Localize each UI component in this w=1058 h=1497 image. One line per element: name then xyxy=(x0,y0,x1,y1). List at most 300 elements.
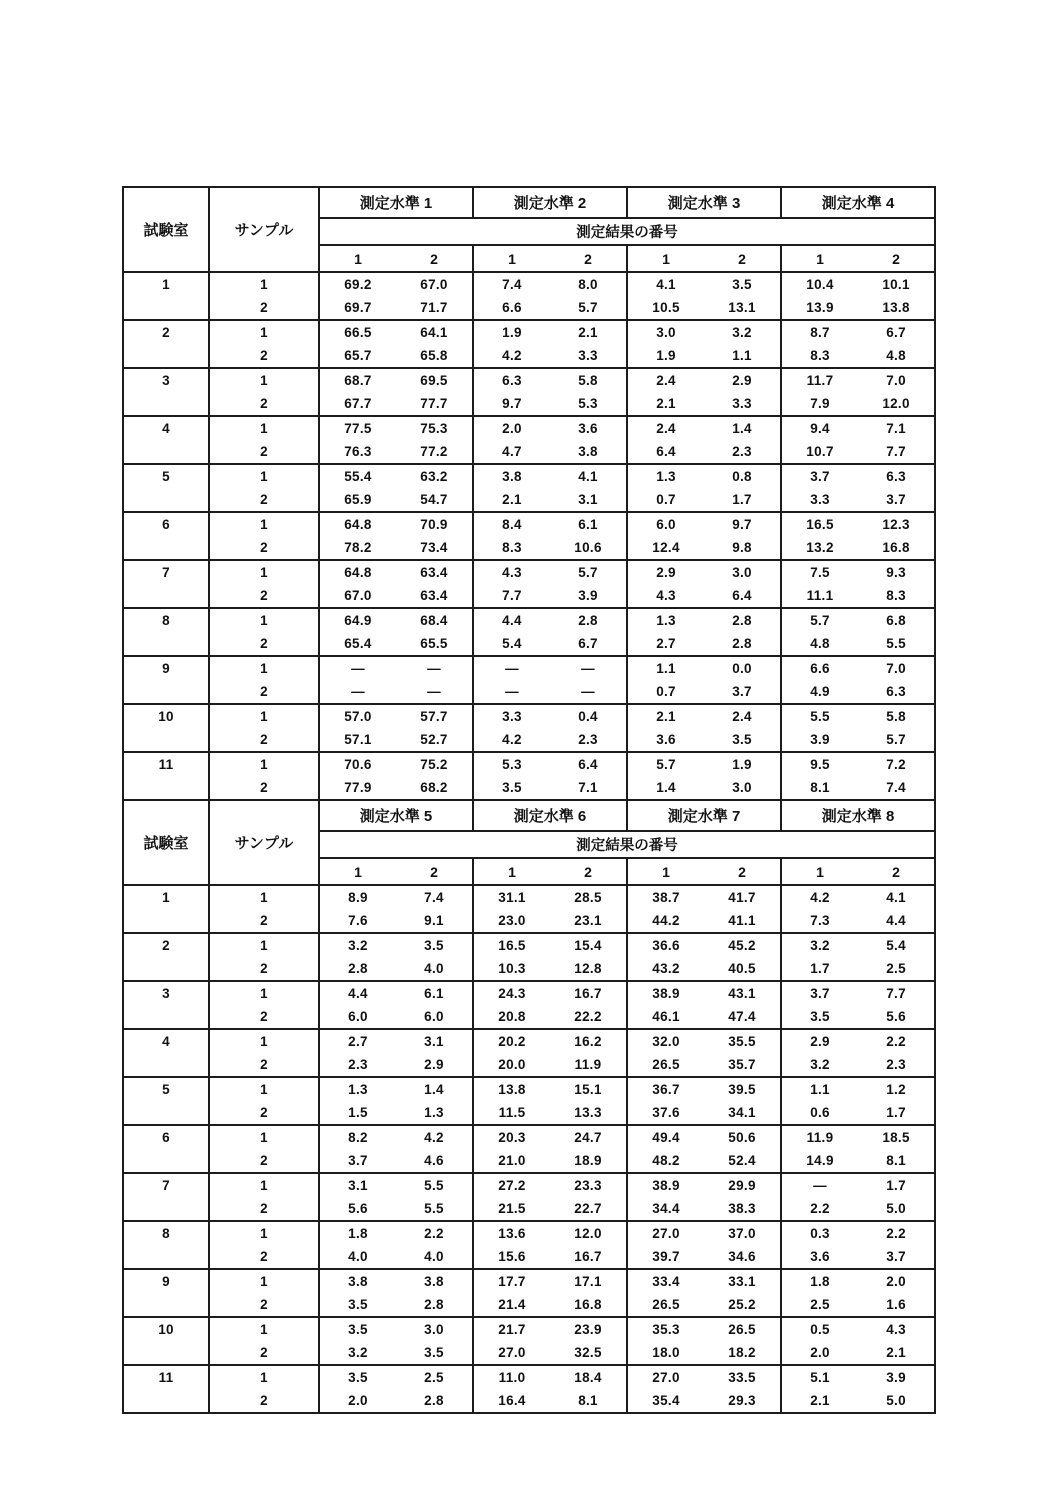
value-cell: 2.3 xyxy=(858,1053,935,1077)
value-cell: 3.1 xyxy=(319,1173,396,1197)
value-cell: — xyxy=(550,680,627,704)
value-cell: 2.9 xyxy=(396,1053,473,1077)
sample-cell: 2 xyxy=(209,632,319,656)
value-cell: 16.5 xyxy=(473,933,550,957)
value-cell: 1.1 xyxy=(704,344,781,368)
value-cell: — xyxy=(781,1173,858,1197)
level-header: 測定水準 7 xyxy=(627,800,781,831)
value-cell: 64.8 xyxy=(319,512,396,536)
value-cell: 23.1 xyxy=(550,909,627,933)
value-cell: 21.5 xyxy=(473,1197,550,1221)
value-cell: 33.1 xyxy=(704,1269,781,1293)
value-cell: 21.0 xyxy=(473,1149,550,1173)
value-cell: 23.9 xyxy=(550,1317,627,1341)
measurement-results-document xyxy=(122,186,934,1414)
table-row xyxy=(123,1125,935,1149)
value-cell: 26.5 xyxy=(704,1317,781,1341)
value-cell: 1.9 xyxy=(704,752,781,776)
value-cell: 8.3 xyxy=(858,584,935,608)
value-cell: 3.7 xyxy=(319,1149,396,1173)
table-row xyxy=(123,536,935,560)
value-cell: 8.0 xyxy=(550,272,627,296)
value-cell: 5.7 xyxy=(627,752,704,776)
value-cell: 10.4 xyxy=(781,272,858,296)
value-cell: 3.9 xyxy=(858,1365,935,1389)
value-cell: 46.1 xyxy=(627,1005,704,1029)
value-cell: 8.3 xyxy=(781,344,858,368)
sub-column-header: 2 xyxy=(550,245,627,272)
value-cell: 7.0 xyxy=(858,368,935,392)
value-cell: 27.0 xyxy=(627,1365,704,1389)
lab-cell: 10 xyxy=(123,704,209,752)
value-cell: 4.0 xyxy=(396,1245,473,1269)
value-cell: 3.8 xyxy=(319,1269,396,1293)
value-cell: 2.0 xyxy=(319,1389,396,1413)
sample-cell: 1 xyxy=(209,1317,319,1341)
value-cell: 41.7 xyxy=(704,885,781,909)
value-cell: 24.3 xyxy=(473,981,550,1005)
value-cell: 7.2 xyxy=(858,752,935,776)
sample-cell: 1 xyxy=(209,512,319,536)
sample-cell: 1 xyxy=(209,1221,319,1245)
value-cell: 0.8 xyxy=(704,464,781,488)
value-cell: 2.1 xyxy=(473,488,550,512)
value-cell: 2.9 xyxy=(781,1029,858,1053)
value-cell: 13.8 xyxy=(858,296,935,320)
value-cell: 3.3 xyxy=(781,488,858,512)
value-cell: 4.0 xyxy=(396,957,473,981)
value-cell: 3.6 xyxy=(550,416,627,440)
value-cell: 35.3 xyxy=(627,1317,704,1341)
sample-cell: 2 xyxy=(209,1101,319,1125)
value-cell: 2.5 xyxy=(858,957,935,981)
value-cell: 6.0 xyxy=(627,512,704,536)
value-cell: 5.6 xyxy=(858,1005,935,1029)
level-header: 測定水準 3 xyxy=(627,187,781,218)
value-cell: 7.6 xyxy=(319,909,396,933)
lab-column-header: 試験室 xyxy=(123,187,209,272)
value-cell: 6.4 xyxy=(704,584,781,608)
value-cell: 65.9 xyxy=(319,488,396,512)
lab-cell: 5 xyxy=(123,464,209,512)
table-row xyxy=(123,704,935,728)
value-cell: 48.2 xyxy=(627,1149,704,1173)
value-cell: 66.5 xyxy=(319,320,396,344)
precision-table-levels-5-8 xyxy=(122,799,936,1414)
value-cell: 52.7 xyxy=(396,728,473,752)
table-row xyxy=(123,933,935,957)
value-cell: 5.6 xyxy=(319,1197,396,1221)
value-cell: 16.7 xyxy=(550,1245,627,1269)
value-cell: 10.1 xyxy=(858,272,935,296)
value-cell: 7.7 xyxy=(858,981,935,1005)
value-cell: 68.2 xyxy=(396,776,473,800)
value-cell: 77.2 xyxy=(396,440,473,464)
table-row xyxy=(123,560,935,584)
lab-column-header: 試験室 xyxy=(123,800,209,885)
value-cell: 44.2 xyxy=(627,909,704,933)
value-cell: 5.5 xyxy=(858,632,935,656)
value-cell: 8.3 xyxy=(473,536,550,560)
value-cell: — xyxy=(396,656,473,680)
value-cell: 3.9 xyxy=(550,584,627,608)
value-cell: 6.1 xyxy=(550,512,627,536)
value-cell: 13.2 xyxy=(781,536,858,560)
value-cell: 1.3 xyxy=(319,1077,396,1101)
value-cell: 4.3 xyxy=(858,1317,935,1341)
value-cell: 10.5 xyxy=(627,296,704,320)
value-cell: 3.5 xyxy=(473,776,550,800)
value-cell: 67.7 xyxy=(319,392,396,416)
value-cell: 2.4 xyxy=(627,368,704,392)
precision-table-levels-1-4 xyxy=(122,186,936,801)
value-cell: 1.8 xyxy=(781,1269,858,1293)
value-cell: 0.5 xyxy=(781,1317,858,1341)
lab-cell: 6 xyxy=(123,1125,209,1173)
value-cell: 34.1 xyxy=(704,1101,781,1125)
value-cell: 1.4 xyxy=(704,416,781,440)
value-cell: — xyxy=(319,680,396,704)
value-cell: 67.0 xyxy=(396,272,473,296)
value-cell: 6.7 xyxy=(550,632,627,656)
value-cell: 63.4 xyxy=(396,584,473,608)
value-cell: 38.3 xyxy=(704,1197,781,1221)
value-cell: 2.3 xyxy=(704,440,781,464)
value-cell: 36.7 xyxy=(627,1077,704,1101)
value-cell: 8.4 xyxy=(473,512,550,536)
value-cell: 65.5 xyxy=(396,632,473,656)
value-cell: 6.4 xyxy=(627,440,704,464)
sample-cell: 2 xyxy=(209,584,319,608)
value-cell: 69.2 xyxy=(319,272,396,296)
sample-cell: 1 xyxy=(209,320,319,344)
sample-cell: 1 xyxy=(209,1125,319,1149)
value-cell: 3.5 xyxy=(704,272,781,296)
value-cell: 7.1 xyxy=(858,416,935,440)
value-cell: 10.3 xyxy=(473,957,550,981)
value-cell: 4.4 xyxy=(319,981,396,1005)
value-cell: 16.2 xyxy=(550,1029,627,1053)
value-cell: 12.3 xyxy=(858,512,935,536)
value-cell: 20.8 xyxy=(473,1005,550,1029)
value-cell: 3.2 xyxy=(319,933,396,957)
value-cell: 5.7 xyxy=(550,296,627,320)
value-cell: 35.4 xyxy=(627,1389,704,1413)
value-cell: 3.3 xyxy=(704,392,781,416)
sub-column-header: 1 xyxy=(473,858,550,885)
table-row xyxy=(123,1173,935,1197)
lab-cell: 10 xyxy=(123,1317,209,1365)
value-cell: 27.0 xyxy=(473,1341,550,1365)
value-cell: 11.9 xyxy=(550,1053,627,1077)
table-row xyxy=(123,957,935,981)
value-cell: 38.9 xyxy=(627,1173,704,1197)
value-cell: 15.4 xyxy=(550,933,627,957)
value-cell: 18.5 xyxy=(858,1125,935,1149)
sub-column-header: 1 xyxy=(627,858,704,885)
value-cell: 0.7 xyxy=(627,488,704,512)
value-cell: 12.0 xyxy=(550,1221,627,1245)
value-cell: 70.9 xyxy=(396,512,473,536)
value-cell: 3.7 xyxy=(704,680,781,704)
value-cell: 5.3 xyxy=(473,752,550,776)
value-cell: 49.4 xyxy=(627,1125,704,1149)
value-cell: 2.8 xyxy=(319,957,396,981)
value-cell: 65.7 xyxy=(319,344,396,368)
value-cell: 75.3 xyxy=(396,416,473,440)
table-row xyxy=(123,368,935,392)
value-cell: 6.0 xyxy=(319,1005,396,1029)
sample-cell: 1 xyxy=(209,704,319,728)
value-cell: 68.4 xyxy=(396,608,473,632)
value-cell: 34.6 xyxy=(704,1245,781,1269)
value-cell: 3.3 xyxy=(473,704,550,728)
sub-column-header: 1 xyxy=(319,245,396,272)
value-cell: 27.2 xyxy=(473,1173,550,1197)
value-cell: 3.8 xyxy=(473,464,550,488)
sample-cell: 1 xyxy=(209,1173,319,1197)
value-cell: 64.1 xyxy=(396,320,473,344)
sample-column-header: サンプル xyxy=(209,800,319,885)
sample-cell: 1 xyxy=(209,933,319,957)
value-cell: 23.3 xyxy=(550,1173,627,1197)
value-cell: 39.7 xyxy=(627,1245,704,1269)
value-cell: 26.5 xyxy=(627,1053,704,1077)
lab-cell: 7 xyxy=(123,1173,209,1221)
value-cell: 1.3 xyxy=(396,1101,473,1125)
value-cell: 1.1 xyxy=(781,1077,858,1101)
lab-cell: 7 xyxy=(123,560,209,608)
value-cell: 2.7 xyxy=(319,1029,396,1053)
value-cell: 18.9 xyxy=(550,1149,627,1173)
value-cell: 2.9 xyxy=(627,560,704,584)
value-cell: 8.7 xyxy=(781,320,858,344)
table-row xyxy=(123,1053,935,1077)
value-cell: 71.7 xyxy=(396,296,473,320)
value-cell: 6.3 xyxy=(858,680,935,704)
value-cell: 64.9 xyxy=(319,608,396,632)
value-cell: 3.5 xyxy=(396,933,473,957)
lab-cell: 4 xyxy=(123,1029,209,1077)
value-cell: 4.3 xyxy=(473,560,550,584)
value-cell: 6.6 xyxy=(781,656,858,680)
value-cell: — xyxy=(319,656,396,680)
value-cell: 40.5 xyxy=(704,957,781,981)
table-row xyxy=(123,1197,935,1221)
value-cell: 10.7 xyxy=(781,440,858,464)
value-cell: 4.8 xyxy=(781,632,858,656)
sample-cell: 1 xyxy=(209,1029,319,1053)
value-cell: 39.5 xyxy=(704,1077,781,1101)
value-cell: 3.5 xyxy=(319,1317,396,1341)
sample-cell: 2 xyxy=(209,1245,319,1269)
value-cell: 5.8 xyxy=(550,368,627,392)
value-cell: 3.2 xyxy=(781,1053,858,1077)
sample-cell: 1 xyxy=(209,416,319,440)
value-cell: 8.1 xyxy=(781,776,858,800)
value-cell: 2.3 xyxy=(319,1053,396,1077)
value-cell: 2.0 xyxy=(473,416,550,440)
value-cell: 1.9 xyxy=(473,320,550,344)
sample-cell: 2 xyxy=(209,1005,319,1029)
sample-cell: 2 xyxy=(209,1389,319,1413)
value-cell: 8.2 xyxy=(319,1125,396,1149)
value-cell: 1.7 xyxy=(858,1173,935,1197)
lab-cell: 9 xyxy=(123,1269,209,1317)
value-cell: 7.0 xyxy=(858,656,935,680)
value-cell: 2.8 xyxy=(396,1389,473,1413)
value-cell: 16.7 xyxy=(550,981,627,1005)
table-row xyxy=(123,909,935,933)
value-cell: 21.7 xyxy=(473,1317,550,1341)
value-cell: 65.4 xyxy=(319,632,396,656)
value-cell: 2.8 xyxy=(396,1293,473,1317)
value-cell: 6.3 xyxy=(858,464,935,488)
value-cell: 36.6 xyxy=(627,933,704,957)
value-cell: 6.8 xyxy=(858,608,935,632)
value-cell: 9.8 xyxy=(704,536,781,560)
value-cell: 2.2 xyxy=(858,1029,935,1053)
value-cell: 29.9 xyxy=(704,1173,781,1197)
value-cell: 1.4 xyxy=(396,1077,473,1101)
value-cell: 3.7 xyxy=(858,488,935,512)
value-cell: 69.7 xyxy=(319,296,396,320)
value-cell: 4.2 xyxy=(781,885,858,909)
sample-cell: 2 xyxy=(209,1149,319,1173)
table-row xyxy=(123,1149,935,1173)
value-cell: 3.3 xyxy=(550,344,627,368)
value-cell: 26.5 xyxy=(627,1293,704,1317)
sample-cell: 1 xyxy=(209,560,319,584)
table-row xyxy=(123,1341,935,1365)
value-cell: 4.1 xyxy=(550,464,627,488)
lab-cell: 8 xyxy=(123,608,209,656)
value-cell: 22.7 xyxy=(550,1197,627,1221)
sub-column-header: 2 xyxy=(858,245,935,272)
value-cell: 3.7 xyxy=(781,981,858,1005)
sub-column-header: 1 xyxy=(781,858,858,885)
result-number-header: 測定結果の番号 xyxy=(319,831,935,858)
sample-cell: 1 xyxy=(209,1077,319,1101)
value-cell: 2.3 xyxy=(550,728,627,752)
value-cell: 4.1 xyxy=(858,885,935,909)
value-cell: 4.2 xyxy=(473,344,550,368)
value-cell: 7.5 xyxy=(781,560,858,584)
value-cell: 4.9 xyxy=(781,680,858,704)
value-cell: 2.2 xyxy=(396,1221,473,1245)
value-cell: 2.5 xyxy=(781,1293,858,1317)
value-cell: 77.5 xyxy=(319,416,396,440)
value-cell: 2.8 xyxy=(550,608,627,632)
value-cell: 5.4 xyxy=(858,933,935,957)
value-cell: 11.7 xyxy=(781,368,858,392)
value-cell: 3.6 xyxy=(627,728,704,752)
table-row xyxy=(123,584,935,608)
value-cell: 33.5 xyxy=(704,1365,781,1389)
value-cell: 5.5 xyxy=(396,1197,473,1221)
value-cell: 70.6 xyxy=(319,752,396,776)
table-row xyxy=(123,1317,935,1341)
value-cell: 1.4 xyxy=(627,776,704,800)
table-row xyxy=(123,464,935,488)
sample-cell: 2 xyxy=(209,1197,319,1221)
lab-cell: 3 xyxy=(123,368,209,416)
value-cell: 47.4 xyxy=(704,1005,781,1029)
sample-cell: 1 xyxy=(209,981,319,1005)
value-cell: 7.9 xyxy=(781,392,858,416)
value-cell: 65.8 xyxy=(396,344,473,368)
value-cell: 24.7 xyxy=(550,1125,627,1149)
sample-cell: 1 xyxy=(209,1365,319,1389)
table-row xyxy=(123,1077,935,1101)
value-cell: — xyxy=(473,656,550,680)
value-cell: 9.1 xyxy=(396,909,473,933)
lab-cell: 1 xyxy=(123,885,209,933)
table-body xyxy=(123,885,935,1413)
value-cell: 9.7 xyxy=(473,392,550,416)
table-row xyxy=(123,344,935,368)
table-row xyxy=(123,981,935,1005)
table-row xyxy=(123,1005,935,1029)
value-cell: 0.0 xyxy=(704,656,781,680)
value-cell: 63.2 xyxy=(396,464,473,488)
value-cell: 22.2 xyxy=(550,1005,627,1029)
value-cell: 8.9 xyxy=(319,885,396,909)
value-cell: 2.7 xyxy=(627,632,704,656)
sample-column-header: サンプル xyxy=(209,187,319,272)
value-cell: 13.6 xyxy=(473,1221,550,1245)
table-row xyxy=(123,885,935,909)
value-cell: 3.5 xyxy=(319,1293,396,1317)
value-cell: 6.0 xyxy=(396,1005,473,1029)
value-cell: 32.0 xyxy=(627,1029,704,1053)
value-cell: 2.1 xyxy=(627,392,704,416)
value-cell: 43.2 xyxy=(627,957,704,981)
value-cell: 9.7 xyxy=(704,512,781,536)
table-row xyxy=(123,1293,935,1317)
value-cell: 12.0 xyxy=(858,392,935,416)
value-cell: 7.1 xyxy=(550,776,627,800)
value-cell: 2.4 xyxy=(704,704,781,728)
value-cell: 8.1 xyxy=(858,1149,935,1173)
level-header: 測定水準 1 xyxy=(319,187,473,218)
value-cell: 31.1 xyxy=(473,885,550,909)
value-cell: 2.1 xyxy=(550,320,627,344)
value-cell: 52.4 xyxy=(704,1149,781,1173)
value-cell: 12.4 xyxy=(627,536,704,560)
level-header: 測定水準 5 xyxy=(319,800,473,831)
value-cell: 4.8 xyxy=(858,344,935,368)
table-row xyxy=(123,776,935,800)
level-header: 測定水準 8 xyxy=(781,800,935,831)
value-cell: 6.4 xyxy=(550,752,627,776)
sample-cell: 2 xyxy=(209,296,319,320)
value-cell: 2.4 xyxy=(627,416,704,440)
value-cell: 3.0 xyxy=(627,320,704,344)
value-cell: 3.5 xyxy=(319,1365,396,1389)
value-cell: 23.0 xyxy=(473,909,550,933)
value-cell: 32.5 xyxy=(550,1341,627,1365)
table-row xyxy=(123,392,935,416)
value-cell: 45.2 xyxy=(704,933,781,957)
value-cell: 28.5 xyxy=(550,885,627,909)
value-cell: 35.5 xyxy=(704,1029,781,1053)
value-cell: 3.0 xyxy=(704,776,781,800)
table-row xyxy=(123,608,935,632)
sample-cell: 1 xyxy=(209,752,319,776)
value-cell: 7.4 xyxy=(396,885,473,909)
value-cell: 3.8 xyxy=(550,440,627,464)
